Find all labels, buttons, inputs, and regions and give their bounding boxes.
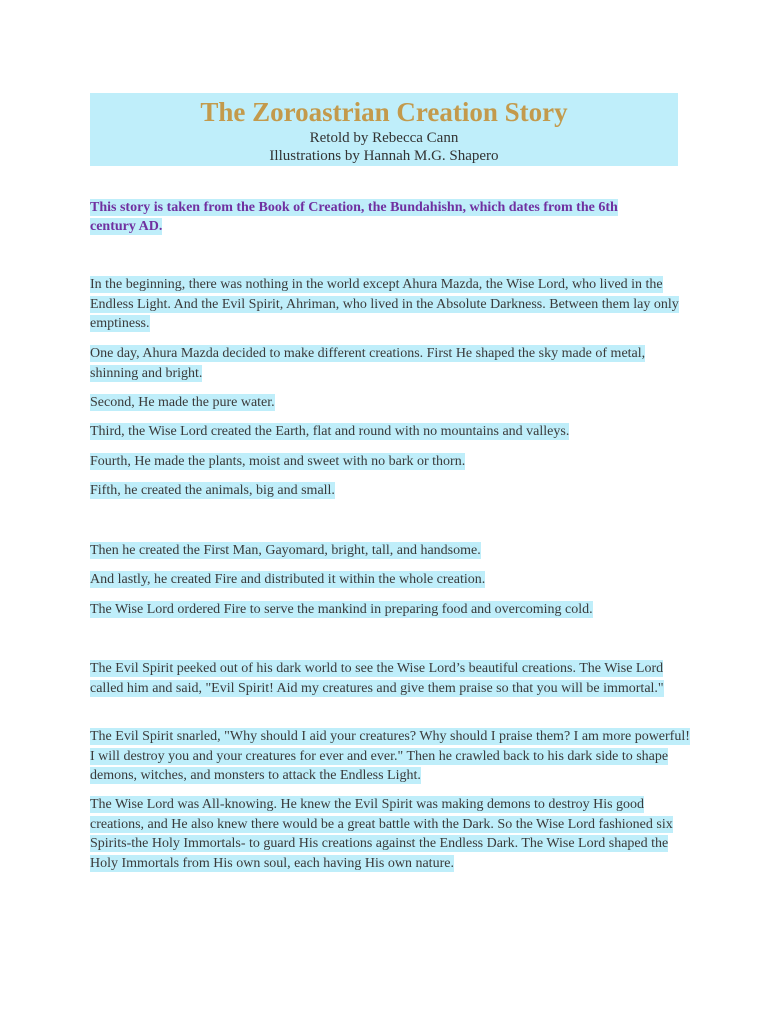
intro-text: This story is taken from the Book of Creation, the Bundahishn, which dates from the 6th century AD.: [90, 200, 618, 234]
paragraph-text: Second, He made the pure water.: [90, 395, 275, 410]
paragraph: [90, 659, 690, 698]
paragraph: [90, 344, 690, 383]
paragraph: [90, 570, 690, 590]
paragraph: [90, 795, 690, 873]
paragraph-text: The Wise Lord was All-knowing. He knew the Evil Spirit was making demons to destroy His good creations, and He also knew there would be a great battle with the Dark. So the Wise Lord fashioned six Spirits-the Holy Immortals- to guard His creations against the Endless Dark. The Wise Lord shaped the Holy Immortals from His own soul, each having His own nature.: [90, 797, 673, 871]
paragraph: [90, 275, 690, 334]
paragraph-text: One day, Ahura Mazda decided to make different creations. First He shaped the sky made of metal, shinning and bright.: [90, 346, 646, 381]
paragraph-text: The Evil Spirit peeked out of his dark world to see the Wise Lord’s beautiful creations. The Wise Lord called him and said, "Evil Spirit! Aid my creatures and give them praise so that you will be immortal.": [90, 661, 664, 696]
page-title: The Zoroastrian Creation Story: [200, 97, 568, 127]
paragraph: [90, 481, 690, 501]
paragraph-text: In the beginning, there was nothing in the world except Ahura Mazda, the Wise Lord, who lived in the Endless Light. And the Evil Spirit, Ahriman, who lived in the Absolute Darkness. Between them lay only emptiness.: [90, 277, 679, 331]
paragraph-text: And lastly, he created Fire and distributed it within the whole creation.: [90, 572, 486, 587]
paragraph: [90, 422, 690, 442]
paragraph-text: The Evil Spirit snarled, "Why should I aid your creatures? Why should I praise them? I am more powerful! I will destroy you and your creatures for ever and ever." Then he crawled back to his dark side to shape demons, witches, and monsters to attack the Endless Light.: [90, 729, 690, 783]
title-block: [90, 93, 678, 166]
paragraph-text: Fifth, he created the animals, big and small.: [90, 483, 335, 498]
paragraph-text: The Wise Lord ordered Fire to serve the mankind in preparing food and overcoming cold.: [90, 602, 593, 617]
paragraph-text: Fourth, He made the plants, moist and sweet with no bark or thorn.: [90, 454, 466, 469]
retold-by-line: Retold by Rebecca Cann: [309, 130, 459, 146]
intro-note: [90, 198, 650, 236]
paragraph: [90, 393, 690, 413]
paragraph-text: Third, the Wise Lord created the Earth, flat and round with no mountains and valleys.: [90, 424, 570, 439]
paragraph: [90, 452, 690, 472]
paragraph: [90, 727, 690, 786]
paragraph: [90, 541, 690, 561]
illustrations-by-line: Illustrations by Hannah M.G. Shapero: [269, 148, 499, 164]
paragraph-text: Then he created the First Man, Gayomard, bright, tall, and handsome.: [90, 543, 481, 558]
paragraph: [90, 600, 690, 620]
